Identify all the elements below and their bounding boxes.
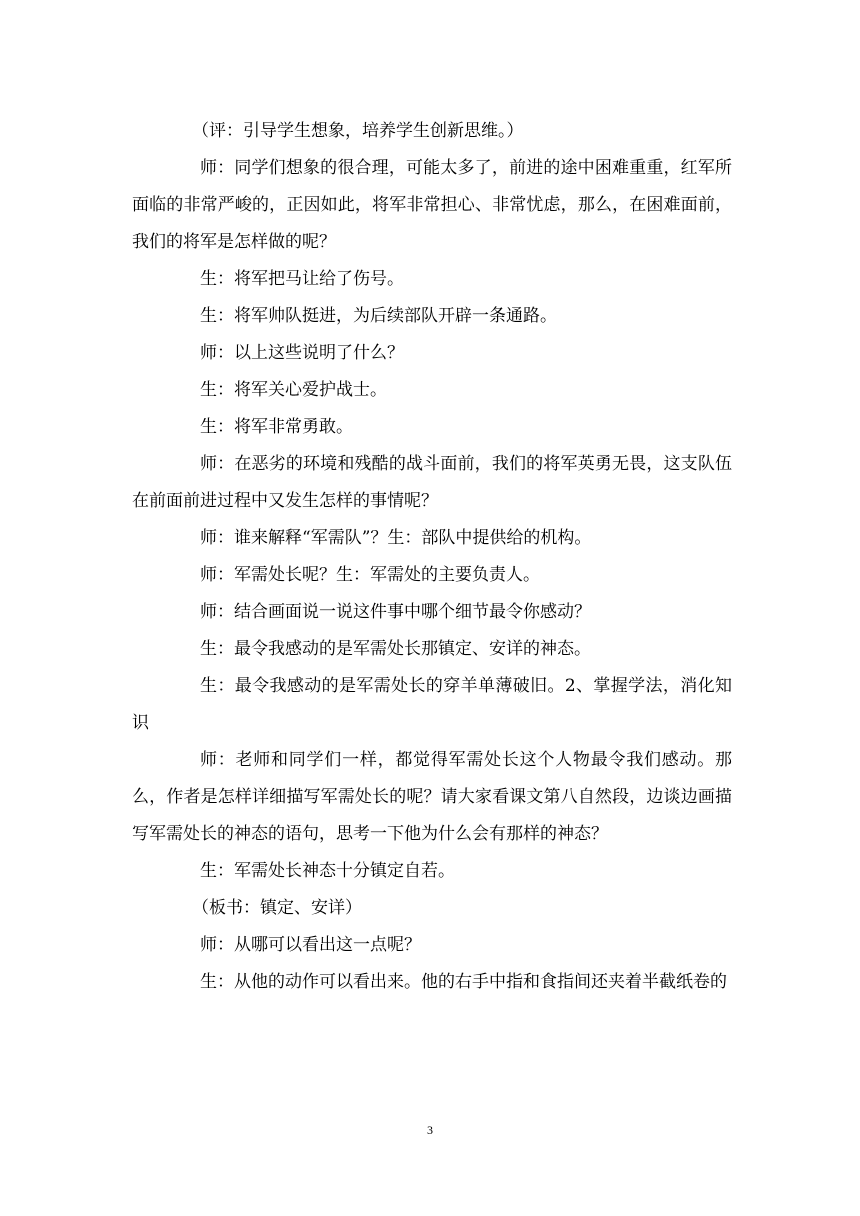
paragraph: 生：最令我感动的是军需处长那镇定、安详的神态。 — [200, 639, 591, 659]
paragraph: 师：在恶劣的环境和残酷的战斗面前，我们的将军英勇无畏，这支队伍在前面前进过程中又发生怎样的事情呢？ — [132, 454, 732, 511]
paragraph: 师：从哪可以看出这一点呢？ — [200, 935, 421, 955]
paragraph: 师：以上这些说明了什么？ — [200, 343, 404, 363]
paragraph: 师：结合画面说一说这件事中哪个细节最令你感动？ — [200, 602, 591, 622]
paragraph-comment: （评：引导学生想象，培养学生创新思维。） — [192, 121, 524, 141]
document-body — [132, 113, 732, 1001]
paragraph: 生：将军非常勇敢。 — [200, 417, 353, 437]
paragraph: 生：从他的动作可以看出来。他的右手中指和食指间还夹着半截纸卷的 — [200, 972, 727, 992]
paragraph: 生：将军帅队挺进，为后续部队开辟一条通路。 — [200, 306, 557, 326]
paragraph: 生：军需处长神态十分镇定自若。 — [200, 861, 455, 881]
page-number: 3 — [427, 1123, 433, 1137]
paragraph: 师：老师和同学们一样，都觉得军需处长这个人物最令我们感动。那么，作者是怎样详细描写军需处长的呢？请大家看课文第八自然段，边谈边画描写军需处长的神态的语句，思考一下他为什么会有那样的神态？ — [132, 750, 732, 844]
paragraph: 师：同学们想象的很合理，可能太多了，前进的途中困难重重，红军所面临的非常严峻的，正因如此，将军非常担心、非常忧虑，那么，在困难面前，我们的将军是怎样做的呢？ — [132, 158, 732, 252]
paragraph: 生：将军关心爱护战士。 — [200, 380, 387, 400]
paragraph: 生：最令我感动的是军需处长的穿羊单薄破旧。2、掌握学法，消化知识 — [132, 676, 732, 733]
paragraph: 师：谁来解释“军需队”？生：部队中提供给的机构。 — [200, 528, 592, 548]
paragraph: 师：军需处长呢？生：军需处的主要负责人。 — [200, 565, 540, 585]
paragraph-comment: （板书：镇定、安详） — [192, 898, 362, 918]
paragraph: 生：将军把马让给了伤号。 — [200, 269, 404, 289]
